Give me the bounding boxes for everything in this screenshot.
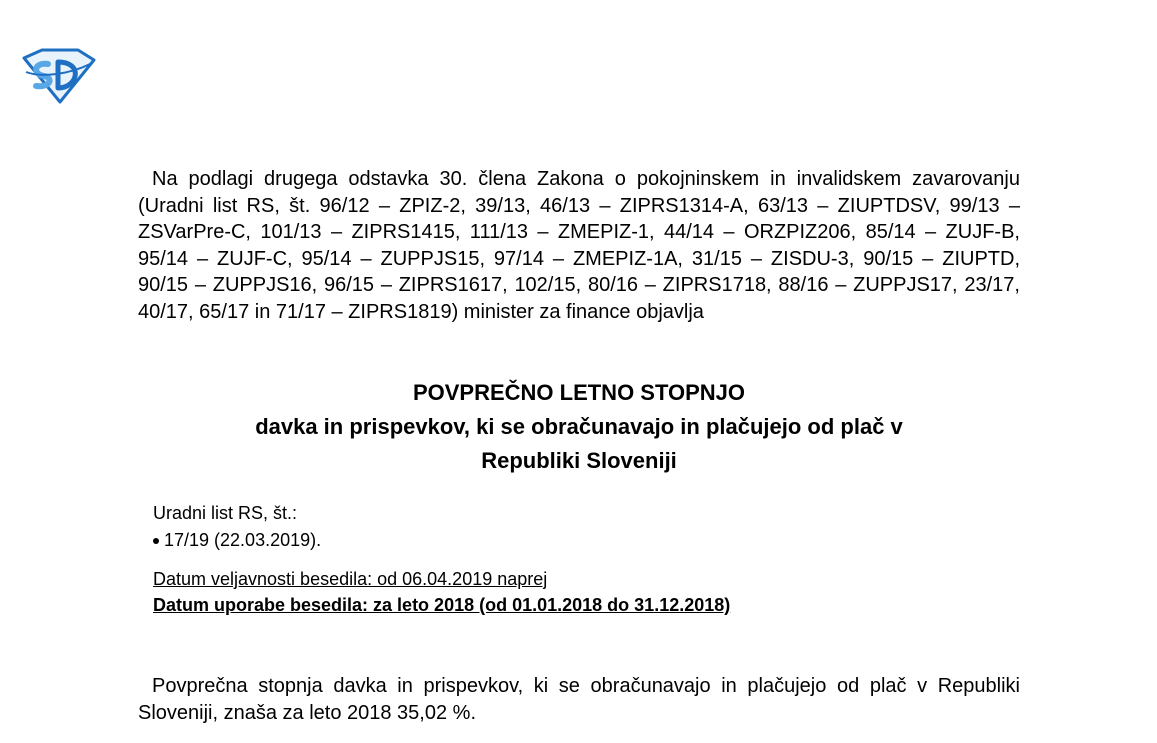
- result-paragraph: Povprečna stopnja davka in prispevkov, ki se obračunavajo in plačujejo od plač v Republiki Sloveniji, znaša za leto 2018 35,02 %.: [138, 675, 1020, 724]
- usage-date: Datum uporabe besedila: za leto 2018 (od 01.01.2018 do 31.12.2018): [153, 595, 731, 615]
- bullet-icon: [153, 538, 159, 544]
- gazette-entry: [153, 530, 321, 551]
- document-title: [138, 376, 1020, 478]
- title-line-2: davka in prispevkov, ki se obračunavajo in plačujejo od plač v: [255, 414, 903, 439]
- intro-paragraph: Na podlagi drugega odstavka 30. člena Zakona o pokojninskem in invalidskem zavarovanju (Uradni list RS, št. 96/12 – ZPIZ-2, 39/13, 46/13 – ZIPRS1314-A, 63/13 – ZIUPTDSV, 99/13 – ZSVarPre-C, 101/13 – ZIPRS1415, 111/13 – ZMEPIZ-1, 44/14 – ORZPIZ206, 85/14 – ZUJF-B, 95/14 – ZUJF-C, 95/14 – ZUPPJS15, 97/14 – ZMEPIZ-1A, 31/15 – ZISDU-3, 90/15 – ZIUPTD, 90/15 – ZUPPJS16, 96/15 – ZIPRS1617, 102/15, 80/16 – ZIPRS1718, 88/16 – ZUPPJS17, 23/17, 40/17, 65/17 in 71/17 – ZIPRS1819) minister za finance objavlja: [138, 168, 1020, 323]
- gazette-entry-text: 17/19 (22.03.2019).: [164, 530, 322, 550]
- title-line-3: Republiki Sloveniji: [481, 448, 677, 473]
- logo-emblem: [20, 48, 96, 104]
- gazette-label: Uradni list RS, št.:: [153, 503, 298, 523]
- title-line-1: POVPREČNO LETNO STOPNJO: [412, 380, 746, 405]
- validity-date: Datum veljavnosti besedila: od 06.04.2019 naprej: [153, 569, 548, 589]
- gazette-list: [153, 530, 321, 551]
